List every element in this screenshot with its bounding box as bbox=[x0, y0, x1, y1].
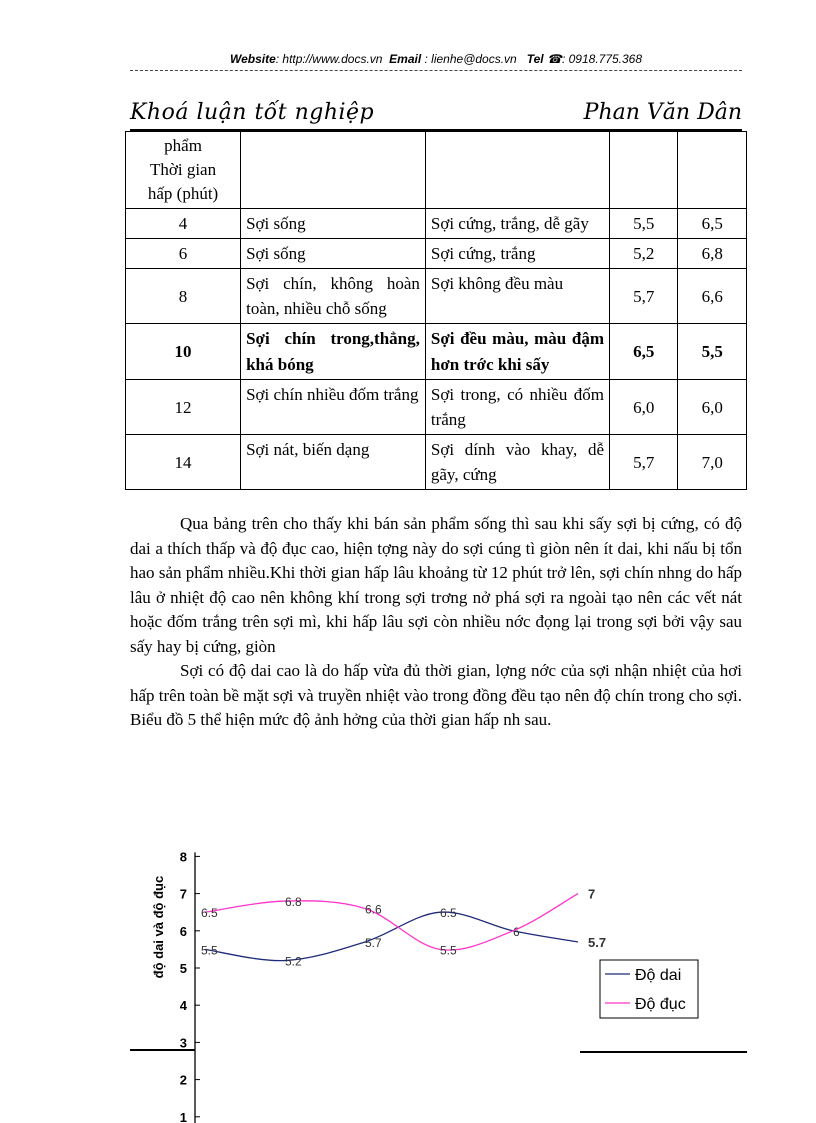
table-cell: 6,6 bbox=[678, 269, 747, 324]
body-text bbox=[130, 512, 742, 733]
table-cell: Sợi không đều màu bbox=[425, 269, 609, 324]
table-cell: 6,0 bbox=[678, 380, 747, 435]
header-cell-line: Thời gian bbox=[149, 160, 217, 179]
website-value: : http://www.docs.vn bbox=[275, 52, 383, 66]
doc-author: Phan Văn Dân bbox=[583, 100, 742, 125]
legend-label: Độ đục bbox=[635, 996, 686, 1013]
y-tick-label: 3 bbox=[179, 1035, 187, 1051]
table-cell: 14 bbox=[126, 435, 241, 490]
data-label: 6.8 bbox=[285, 895, 302, 910]
table-cell: Sợi cứng, trắng bbox=[425, 239, 609, 269]
table-row bbox=[126, 435, 747, 490]
header-cell-line: phẩm bbox=[164, 136, 202, 155]
legend-label: Độ dai bbox=[635, 967, 682, 984]
header-cell-line: hấp (phút) bbox=[147, 184, 219, 203]
y-tick-label: 6 bbox=[179, 923, 187, 939]
table-cell: 8 bbox=[126, 269, 241, 324]
y-tick-label: 7 bbox=[179, 886, 187, 902]
table-row bbox=[126, 269, 747, 324]
table-cell: 6,5 bbox=[678, 209, 747, 239]
data-label: 6.5 bbox=[440, 906, 457, 921]
website-header bbox=[130, 52, 742, 66]
table-row bbox=[126, 324, 747, 380]
y-tick-label: 2 bbox=[179, 1072, 187, 1088]
table-row bbox=[126, 209, 747, 239]
table-cell: Sợi sống bbox=[241, 209, 426, 239]
website-label: Website bbox=[229, 52, 276, 66]
table-cell: Sợi chín nhiều đốm trắng bbox=[241, 380, 426, 435]
tel-label: Tel bbox=[526, 52, 544, 66]
top-divider bbox=[130, 70, 742, 71]
table-cell: 6,5 bbox=[610, 324, 678, 380]
paragraph: Qua bảng trên cho thấy khi bán sản phẩm sống thì sau khi sấy sợi bị cứng, có độ dai a thích thấp và độ đục cao, hiện tợng này do sợi cúng tì giòn nên ít dai, khi nấu bị tổn hao sản phẩm nhiều.Khi thời gian hấp lâu khoảng từ 12 phút trở lên, sợi chín nhng do hấp lâu ở nhiệt độ cao nên không khí trong sợi trơng nở phá sợi ra ngoài tạo nên các vết nát hoặc đốm trắng trên sợi mì, khi hấp lâu sợi còn nhiều nớc đọng lại trong sợi bởi vậy sau sấy hay bị cứng, giòn bbox=[130, 514, 742, 656]
series-line bbox=[205, 894, 578, 950]
table-cell: Sợi dính vào khay, dễ gãy, cứng bbox=[425, 435, 609, 490]
paragraph: Sợi có độ dai cao là do hấp vừa đủ thời gian, lợng nớc của sợi nhận nhiệt của hơi hấp trên toàn bề mặt sợi và truyền nhiệt vào trong đồng đều tạo nên độ chín trong cho sợi. Biểu đồ 5 thể hiện mức độ ảnh hởng của thời gian hấp nh sau. bbox=[130, 661, 742, 729]
y-tick-label: 8 bbox=[179, 849, 187, 865]
email-value: : lienhe@docs.vn bbox=[424, 52, 517, 66]
table-header-row bbox=[126, 132, 747, 209]
table-cell: 5,7 bbox=[610, 269, 678, 324]
phone-icon: ☎ bbox=[547, 52, 562, 66]
data-label: 6 bbox=[513, 924, 520, 939]
email-label: Email bbox=[389, 52, 422, 66]
table-cell: 12 bbox=[126, 380, 241, 435]
table-cell: 6 bbox=[126, 239, 241, 269]
table-cell: 6,0 bbox=[610, 380, 678, 435]
data-label: 5.5 bbox=[201, 943, 218, 958]
results-table bbox=[125, 131, 747, 490]
table-cell: Sợi sống bbox=[241, 239, 426, 269]
table-cell: Sợi đều màu, màu đậm hơn trớc khi sấy bbox=[425, 324, 609, 380]
data-label: 5.7 bbox=[588, 934, 607, 950]
y-tick-label: 4 bbox=[179, 998, 187, 1014]
table-cell: 5,7 bbox=[610, 435, 678, 490]
table-cell: Sợi chín trong,thẳng, khá bóng bbox=[241, 324, 426, 380]
table-cell: 4 bbox=[126, 209, 241, 239]
table-cell: 5,5 bbox=[678, 324, 747, 380]
data-label: 7 bbox=[588, 886, 596, 902]
table-cell: 7,0 bbox=[678, 435, 747, 490]
data-label: 6.6 bbox=[365, 902, 382, 917]
y-tick-label: 5 bbox=[179, 961, 187, 976]
table-row bbox=[126, 380, 747, 435]
line-chart bbox=[125, 820, 765, 1123]
data-label: 5.2 bbox=[285, 954, 302, 969]
table-cell: Sợi trong, có nhiều đốm trắng bbox=[425, 380, 609, 435]
tel-value: : 0918.775.368 bbox=[561, 52, 643, 66]
table-row bbox=[126, 239, 747, 269]
table-cell: Sợi nát, biến dạng bbox=[241, 435, 426, 490]
table-cell: 6,8 bbox=[678, 239, 747, 269]
table-cell: 5,5 bbox=[610, 209, 678, 239]
y-tick-label: 1 bbox=[179, 1109, 187, 1123]
table-cell: 5,2 bbox=[610, 239, 678, 269]
table-cell: 10 bbox=[126, 324, 241, 380]
y-axis-label: độ dai và độ đục bbox=[151, 875, 166, 979]
doc-title: Khoá luận tốt nghiệp bbox=[130, 100, 375, 125]
data-label: 5.5 bbox=[440, 943, 457, 958]
series-line bbox=[205, 912, 578, 961]
data-label: 5.7 bbox=[365, 935, 382, 950]
table-cell: Sợi chín, không hoàn toàn, nhiều chỗ sống bbox=[241, 269, 426, 324]
table-cell: Sợi cứng, trắng, dễ gãy bbox=[425, 209, 609, 239]
data-label: 6.5 bbox=[201, 906, 218, 921]
